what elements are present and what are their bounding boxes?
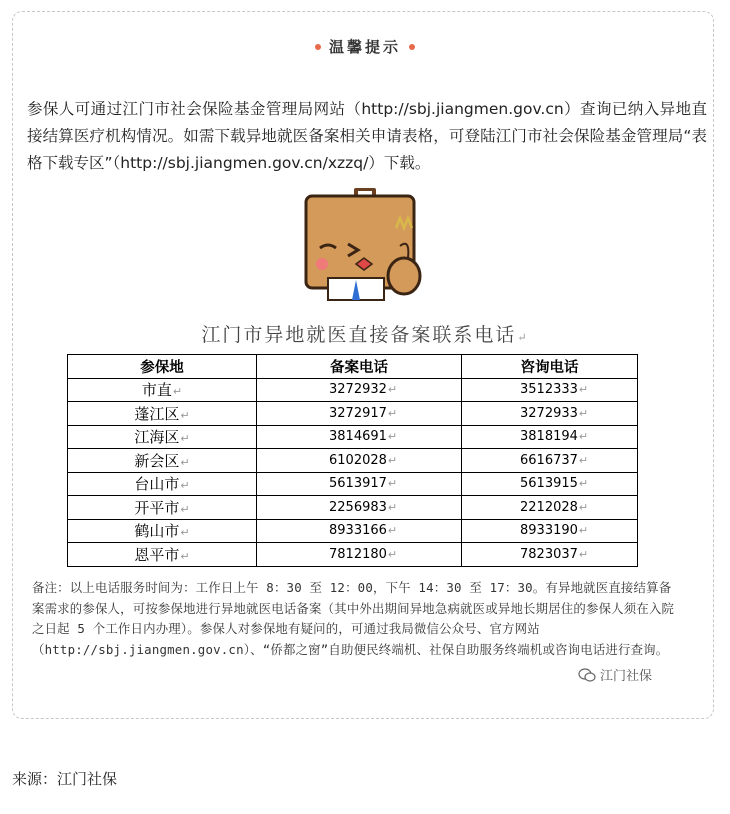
record-phone-cell: 7812180↵ xyxy=(257,543,462,567)
watermark xyxy=(578,665,652,684)
region-cell: 新会区↵ xyxy=(68,449,257,473)
watermark-text: 江门社保 xyxy=(600,669,653,684)
consult-phone-cell: 5613915↵ xyxy=(462,472,638,496)
note-paragraph: 备注：以上电话服务时间为：工作日上午 8：30 至 12：00，下午 14：30 至 17：30。有异地就医直接结算备案需求的参保人，可按参保地进行异地就医电话备案（其中外出期间异地急病就医或异地长期居住的参保人须在入院之日起 5 个工作日内办理）。参保人对参保地有疑问的，可通过我局微信公众号、官方网站（http://sbj.jiangmen.gov.cn）、“侨都之窗”自助便民终端机、社保自助服务终端机或咨询电话进行查询。 xyxy=(32,580,675,657)
consult-phone-cell: 3818194↵ xyxy=(462,425,638,449)
table-row xyxy=(68,425,638,449)
record-phone-cell: 3272917↵ xyxy=(257,402,462,426)
record-phone-cell: 6102028↵ xyxy=(257,449,462,473)
table-header-row xyxy=(68,355,638,379)
wechat-icon xyxy=(578,667,596,683)
intro-paragraph: 参保人可通过江门市社会保险基金管理局网站（http://sbj.jiangmen.gov.cn）查询已纳入异地直接结算医疗机构情况。如需下载异地就医备案相关申请表格，可登陆江门市社会保险基金管理局“表格下载专区”（http://sbj.jiangmen.gov.cn/xzzq/）下载。 xyxy=(27,100,707,172)
consult-phone-cell: 7823037↵ xyxy=(462,543,638,567)
tip-title-text: 温馨提示 xyxy=(328,38,401,56)
consult-phone-cell: 8933190↵ xyxy=(462,519,638,543)
region-cell: 台山市↵ xyxy=(68,472,257,496)
table-row xyxy=(68,449,638,473)
table-row xyxy=(68,472,638,496)
consult-phone-cell: 3272933↵ xyxy=(462,402,638,426)
region-cell: 恩平市↵ xyxy=(68,543,257,567)
region-cell: 蓬江区↵ xyxy=(68,402,257,426)
phone-table xyxy=(67,354,638,567)
header-record-phone: 备案电话 xyxy=(257,355,462,379)
header-region: 参保地 xyxy=(68,355,257,379)
table-title: 江门市异地就医直接备案联系电话↵ xyxy=(201,324,529,346)
table-row xyxy=(68,519,638,543)
title-dot-left xyxy=(315,44,321,50)
region-cell: 江海区↵ xyxy=(68,425,257,449)
consult-phone-cell: 6616737↵ xyxy=(462,449,638,473)
region-cell: 鹤山市↵ xyxy=(68,519,257,543)
table-row xyxy=(68,378,638,402)
consult-phone-cell: 3512333↵ xyxy=(462,378,638,402)
record-phone-cell: 2256983↵ xyxy=(257,496,462,520)
table-row xyxy=(68,496,638,520)
record-phone-cell: 8933166↵ xyxy=(257,519,462,543)
record-phone-cell: 3814691↵ xyxy=(257,425,462,449)
mascot-illustration xyxy=(300,188,425,305)
table-row xyxy=(68,402,638,426)
title-dot-right xyxy=(409,44,415,50)
region-cell: 开平市↵ xyxy=(68,496,257,520)
record-phone-cell: 3272932↵ xyxy=(257,378,462,402)
tip-title xyxy=(0,36,730,57)
source-line: 来源：江门社保 xyxy=(12,770,118,788)
header-consult-phone: 咨询电话 xyxy=(462,355,638,379)
table-row xyxy=(68,543,638,567)
consult-phone-cell: 2212028↵ xyxy=(462,496,638,520)
region-cell: 市直↵ xyxy=(68,378,257,402)
record-phone-cell: 5613917↵ xyxy=(257,472,462,496)
